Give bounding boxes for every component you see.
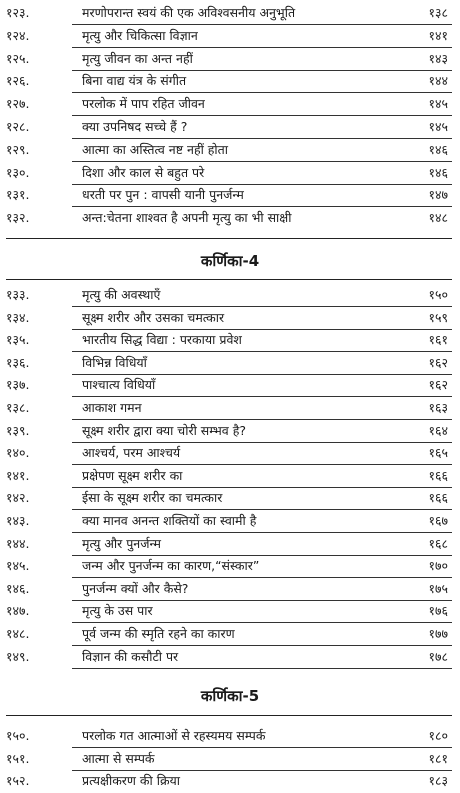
entry-title: बिना वाद्य यंत्र के संगीत xyxy=(82,73,187,89)
toc-entry xyxy=(0,94,460,116)
entry-title: प्रक्षेपण सूक्ष्म शरीर का xyxy=(82,467,183,483)
entry-page-number: १८३ xyxy=(428,773,448,788)
toc-entry xyxy=(0,49,460,71)
entry-title: जन्म और पुनर्जन्म का कारण,“संस्कार” xyxy=(82,558,260,574)
entry-page-number: १६६ xyxy=(428,467,448,483)
entry-number: १२९. xyxy=(6,141,30,157)
entry-number: १३१. xyxy=(6,187,30,203)
section-divider xyxy=(6,715,452,716)
entry-title: प्रत्यक्षीकरण की क्रिया xyxy=(82,773,181,788)
entry-number: १४५. xyxy=(6,558,30,574)
entry-title: पाश्चात्य विधियाँ xyxy=(82,377,156,393)
entry-page-number: १४७ xyxy=(428,187,448,203)
toc-entry xyxy=(0,647,460,669)
toc-entry xyxy=(0,117,460,139)
toc-entry xyxy=(0,26,460,48)
toc-entry xyxy=(0,771,460,793)
toc-entry xyxy=(0,140,460,162)
entry-title: सूक्ष्म शरीर द्वारा क्या चोरी सम्भव है? xyxy=(82,422,246,438)
toc-entry xyxy=(0,398,460,420)
section-heading: कर्णिका-5 xyxy=(200,687,260,705)
entry-page-number: १६२ xyxy=(428,354,448,370)
entry-number: १५१. xyxy=(6,750,30,766)
toc-entry xyxy=(0,308,460,330)
toc-entry xyxy=(0,163,460,185)
entry-page-number: १४५ xyxy=(428,96,448,112)
toc-entry xyxy=(0,556,460,578)
entry-page-number: १५० xyxy=(428,287,448,302)
toc-entry xyxy=(0,488,460,510)
entry-page-number: १४८ xyxy=(428,210,448,226)
section-divider xyxy=(6,238,452,239)
toc-entry xyxy=(0,511,460,533)
entry-page-number: १७० xyxy=(428,558,448,574)
entry-page-number: १६८ xyxy=(428,535,448,551)
toc-entry xyxy=(0,601,460,623)
entry-number: १४१. xyxy=(6,467,30,483)
toc-entry xyxy=(0,330,460,352)
entry-title: क्या मानव अनन्त शक्तियों का स्वामी है xyxy=(82,513,257,528)
toc-entry xyxy=(0,624,460,646)
toc-entry xyxy=(0,3,460,25)
entry-number: १२८. xyxy=(6,119,30,134)
entry-title: भारतीय सिद्ध विद्या : परकाया प्रवेश xyxy=(82,332,242,348)
toc-entry xyxy=(0,726,460,748)
entry-number: १४२. xyxy=(6,490,30,506)
entry-page-number: १६६ xyxy=(428,490,448,506)
row-divider xyxy=(72,668,452,669)
section-heading: कर्णिका-4 xyxy=(200,252,260,270)
toc-entry xyxy=(0,443,460,465)
entry-number: १३२. xyxy=(6,210,30,226)
entry-number: १३६. xyxy=(6,354,30,370)
toc-entry xyxy=(0,534,460,556)
entry-number: १४४. xyxy=(6,535,30,551)
entry-number: १२६. xyxy=(6,73,30,89)
entry-number: १२३. xyxy=(6,5,30,20)
entry-page-number: १४५ xyxy=(428,119,448,134)
entry-page-number: १६३ xyxy=(428,400,448,415)
entry-title: धरती पर पुन : वापसी यानी पुनर्जन्म xyxy=(82,187,244,203)
entry-page-number: १७५ xyxy=(428,580,448,596)
toc-entry xyxy=(0,71,460,93)
entry-page-number: १६२ xyxy=(428,377,448,393)
entry-title: क्या उपनिषद सच्चे हैं ? xyxy=(82,119,188,134)
toc-entry xyxy=(0,208,460,230)
entry-title: मृत्यु के उस पार xyxy=(82,603,153,619)
entry-page-number: १६७ xyxy=(428,513,448,528)
entry-title: सूक्ष्म शरीर और उसका चमत्कार xyxy=(82,309,225,325)
entry-title: मृत्यु और चिकित्सा विज्ञान xyxy=(82,27,198,43)
entry-number: १३४. xyxy=(6,309,30,325)
entry-page-number: १४१ xyxy=(428,27,448,43)
entry-page-number: १३८ xyxy=(428,5,448,20)
entry-number: १३५. xyxy=(6,332,30,348)
entry-title: आत्मा का अस्तित्व नष्ट नहीं होता xyxy=(82,141,229,157)
toc-entry xyxy=(0,579,460,601)
entry-number: १५२. xyxy=(6,773,30,788)
entry-title: पुनर्जन्म क्यों और कैसे? xyxy=(82,580,189,596)
section-divider xyxy=(6,279,452,280)
entry-number: १३८. xyxy=(6,400,30,415)
entry-title: मृत्यु और पुनर्जन्म xyxy=(82,535,161,551)
entry-title: मृत्यु की अवस्थाएँ xyxy=(82,287,161,302)
entry-number: १४०. xyxy=(6,445,30,461)
entry-page-number: १७६ xyxy=(428,603,448,619)
entry-title: आकाश गमन xyxy=(82,400,142,415)
entry-page-number: १८१ xyxy=(428,750,448,766)
entry-number: १२४. xyxy=(6,27,30,43)
entry-number: १३७. xyxy=(6,377,30,393)
entry-number: १३९. xyxy=(6,422,30,438)
entry-title: ईसा के सूक्ष्म शरीर का चमत्कार xyxy=(82,490,223,506)
entry-page-number: १६४ xyxy=(428,422,448,438)
entry-page-number: १४४ xyxy=(428,73,448,89)
entry-title: परलोक गत आत्माओं से रहस्यमय सम्पर्क xyxy=(82,728,266,743)
entry-title: परलोक में पाप रहित जीवन xyxy=(82,96,205,112)
entry-title: अन्त:चेतना शाश्वत है अपनी मृत्यु का भी साक्षी xyxy=(82,210,292,226)
toc-entry xyxy=(0,185,460,207)
entry-number: १३०. xyxy=(6,164,30,180)
entry-number: १३३. xyxy=(6,287,30,302)
toc-entry xyxy=(0,466,460,488)
entry-page-number: १८० xyxy=(428,728,448,743)
entry-title: विज्ञान की कसौटी पर xyxy=(82,648,179,664)
entry-page-number: १६१ xyxy=(428,332,448,348)
entry-title: आत्मा से सम्पर्क xyxy=(82,750,155,766)
entry-title: पूर्व जन्म की स्मृति रहने का कारण xyxy=(82,626,235,641)
entry-number: १५०. xyxy=(6,728,30,743)
entry-title: दिशा और काल से बहुत परे xyxy=(82,164,205,180)
entry-page-number: १४६ xyxy=(428,141,448,157)
toc-entry xyxy=(0,421,460,443)
entry-title: आश्चर्य, परम आश्चर्य xyxy=(82,445,181,461)
entry-page-number: १७७ xyxy=(428,626,448,641)
entry-page-number: १५९ xyxy=(428,309,448,325)
entry-page-number: १६५ xyxy=(428,445,448,461)
entry-number: १४९. xyxy=(6,648,30,664)
entry-number: १२५. xyxy=(6,50,30,66)
entry-title: मरणोपरान्त स्वयं की एक अविश्वसनीय अनुभूति xyxy=(82,5,296,20)
entry-title: मृत्यु जीवन का अन्त नहीं xyxy=(82,50,193,66)
entry-number: १४६. xyxy=(6,580,30,596)
entry-number: १४३. xyxy=(6,513,30,528)
entry-number: १४८. xyxy=(6,626,30,641)
entry-number: १२७. xyxy=(6,96,30,112)
toc-entry xyxy=(0,749,460,771)
toc-entry xyxy=(0,353,460,375)
entry-page-number: १४६ xyxy=(428,164,448,180)
entry-page-number: १४३ xyxy=(428,50,448,66)
entry-title: विभिन्न विधियाँ xyxy=(82,354,147,370)
toc-entry xyxy=(0,375,460,397)
entry-number: १४७. xyxy=(6,603,30,619)
toc-entry xyxy=(0,285,460,307)
entry-page-number: १७८ xyxy=(428,648,448,664)
